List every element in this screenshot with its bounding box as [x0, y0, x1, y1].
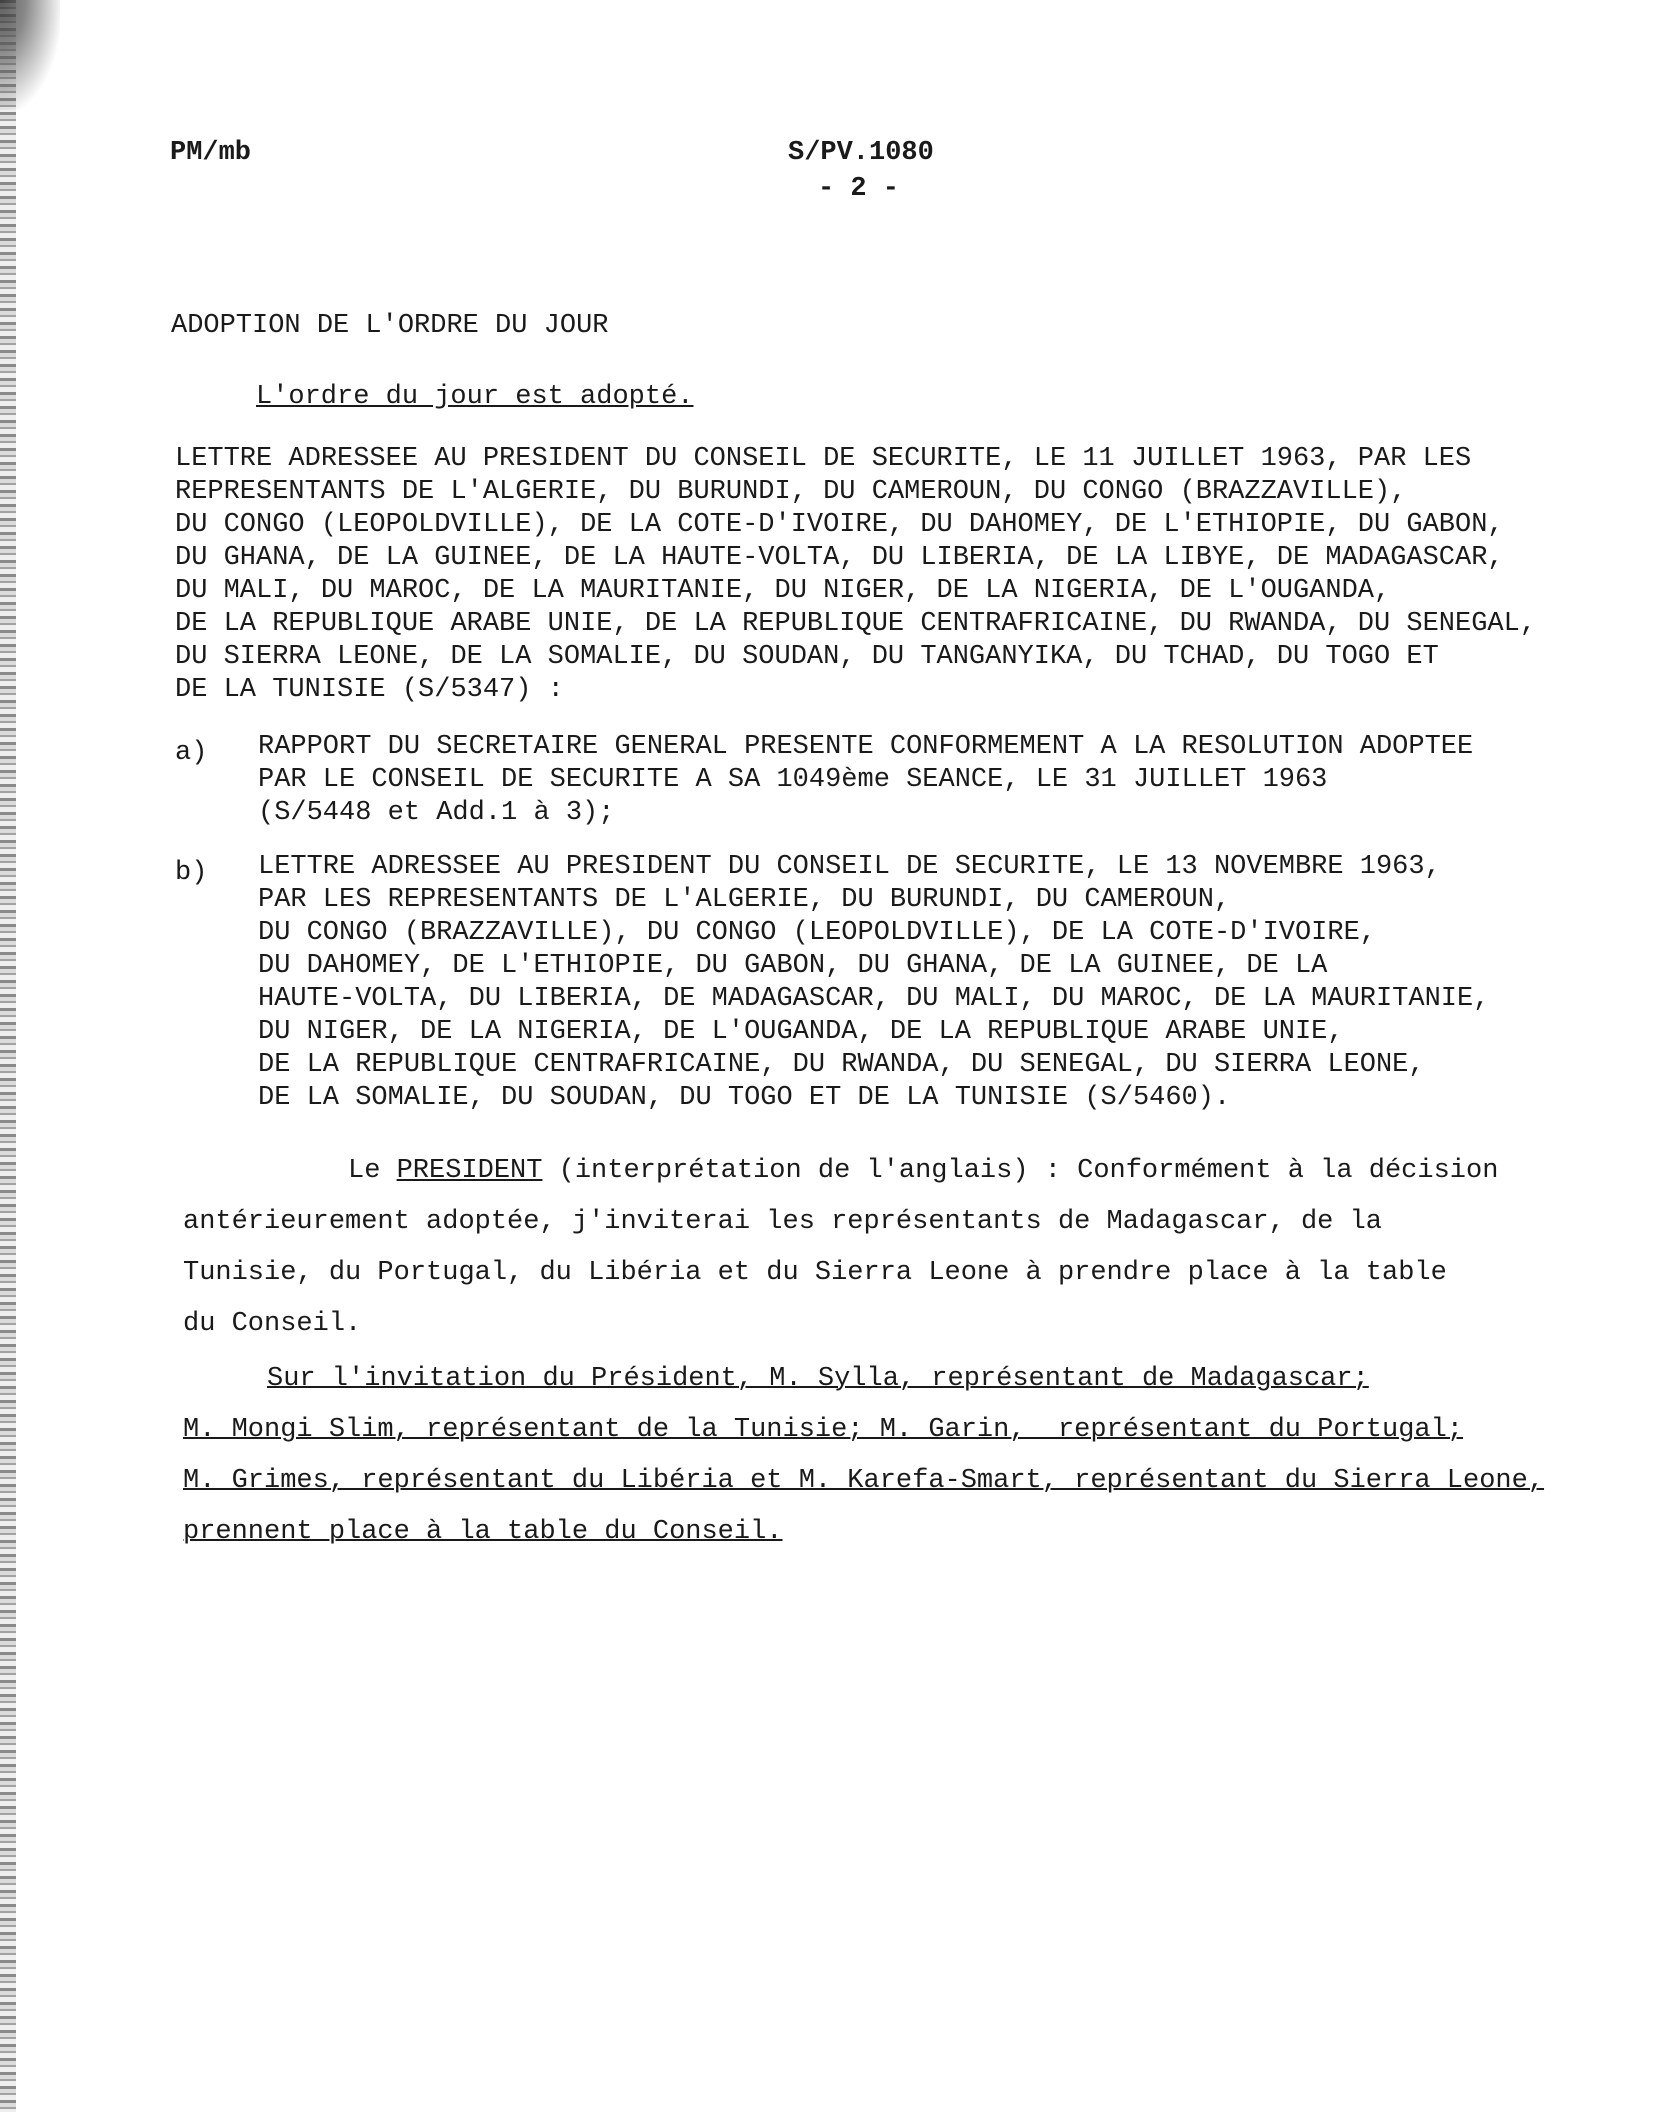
item-b-line: DE LA SOMALIE, DU SOUDAN, DU TOGO ET DE LA TUNISIE (S/5460). [258, 1083, 1231, 1113]
item-marker: a) [175, 738, 208, 768]
reference-initials: PM/mb [170, 138, 252, 168]
statement-line: du Conseil. [183, 1309, 362, 1339]
item-b-line: LETTRE ADRESSEE AU PRESIDENT DU CONSEIL DE SECURITE, LE 13 NOVEMBRE 1963, [258, 852, 1441, 882]
section-heading: ADOPTION DE L'ORDRE DU JOUR [171, 311, 609, 341]
speaker-name: PRESIDENT [396, 1156, 543, 1186]
item-a-line: PAR LE CONSEIL DE SECURITE A SA 1049ème SEANCE, LE 31 JUILLET 1963 [258, 765, 1328, 795]
item-marker: b) [175, 858, 208, 888]
invitation-line: M. Grimes, représentant du Libéria et M. Karefa-Smart, représentant du Sierra Leone, [183, 1466, 1545, 1496]
scan-edge-noise [0, 0, 16, 2112]
letter-title-line: DE LA REPUBLIQUE ARABE UNIE, DE LA REPUBLIQUE CENTRAFRICAINE, DU RWANDA, DU SENEGAL, [175, 609, 1537, 639]
invitation-line: prennent place à la table du Conseil. [183, 1517, 783, 1547]
statement-text: (interprétation de l'anglais) : Conformément à la décision [542, 1156, 1499, 1186]
invitation-line: Sur l'invitation du Président, M. Sylla, représentant de Madagascar; [267, 1364, 1369, 1394]
document-symbol: S/PV.1080 [788, 138, 934, 168]
item-b-line: DU CONGO (BRAZZAVILLE), DU CONGO (LEOPOLDVILLE), DE LA COTE-D'IVOIRE, [258, 918, 1376, 948]
agenda-adopted-note: L'ordre du jour est adopté. [256, 382, 694, 412]
page-number: - 2 - [818, 174, 900, 204]
letter-title-line: DU MALI, DU MAROC, DE LA MAURITANIE, DU NIGER, DE LA NIGERIA, DE L'OUGANDA, [175, 576, 1391, 606]
letter-title-line: DU SIERRA LEONE, DE LA SOMALIE, DU SOUDAN, DU TANGANYIKA, DU TCHAD, DU TOGO ET [175, 642, 1439, 672]
letter-title-line: DE LA TUNISIE (S/5347) : [175, 675, 564, 705]
invitation-line: M. Mongi Slim, représentant de la Tunisie; M. Garin, représentant du Portugal; [183, 1415, 1464, 1445]
letter-title-line: LETTRE ADRESSEE AU PRESIDENT DU CONSEIL DE SECURITE, LE 11 JUILLET 1963, PAR LES [175, 444, 1472, 474]
letter-title-line: REPRESENTANTS DE L'ALGERIE, DU BURUNDI, DU CAMEROUN, DU CONGO (BRAZZAVILLE), [175, 477, 1407, 507]
letter-title-line: DU GHANA, DE LA GUINEE, DE LA HAUTE-VOLTA, DU LIBERIA, DE LA LIBYE, DE MADAGASCAR, [175, 543, 1504, 573]
scan-corner-shadow [0, 0, 60, 110]
statement-line: antérieurement adoptée, j'inviterai les représentants de Madagascar, de la [183, 1207, 1382, 1237]
statement-first-line [348, 1155, 1498, 1188]
item-a-line: RAPPORT DU SECRETAIRE GENERAL PRESENTE CONFORMEMENT A LA RESOLUTION ADOPTEE [258, 732, 1474, 762]
item-b-line: DU NIGER, DE LA NIGERIA, DE L'OUGANDA, DE LA REPUBLIQUE ARABE UNIE, [258, 1017, 1344, 1047]
statement-line: Tunisie, du Portugal, du Libéria et du Sierra Leone à prendre place à la table [183, 1258, 1447, 1288]
item-b-line: DU DAHOMEY, DE L'ETHIOPIE, DU GABON, DU GHANA, DE LA GUINEE, DE LA [258, 951, 1328, 981]
letter-title-line: DU CONGO (LEOPOLDVILLE), DE LA COTE-D'IVOIRE, DU DAHOMEY, DE L'ETHIOPIE, DU GABON, [175, 510, 1504, 540]
item-b-line: DE LA REPUBLIQUE CENTRAFRICAINE, DU RWANDA, DU SENEGAL, DU SIERRA LEONE, [258, 1050, 1425, 1080]
item-b-line: HAUTE-VOLTA, DU LIBERIA, DE MADAGASCAR, DU MALI, DU MAROC, DE LA MAURITANIE, [258, 984, 1490, 1014]
item-b-line: PAR LES REPRESENTANTS DE L'ALGERIE, DU BURUNDI, DU CAMEROUN, [258, 885, 1231, 915]
item-a-line: (S/5448 et Add.1 à 3); [258, 798, 615, 828]
statement-prefix: Le [348, 1156, 397, 1186]
